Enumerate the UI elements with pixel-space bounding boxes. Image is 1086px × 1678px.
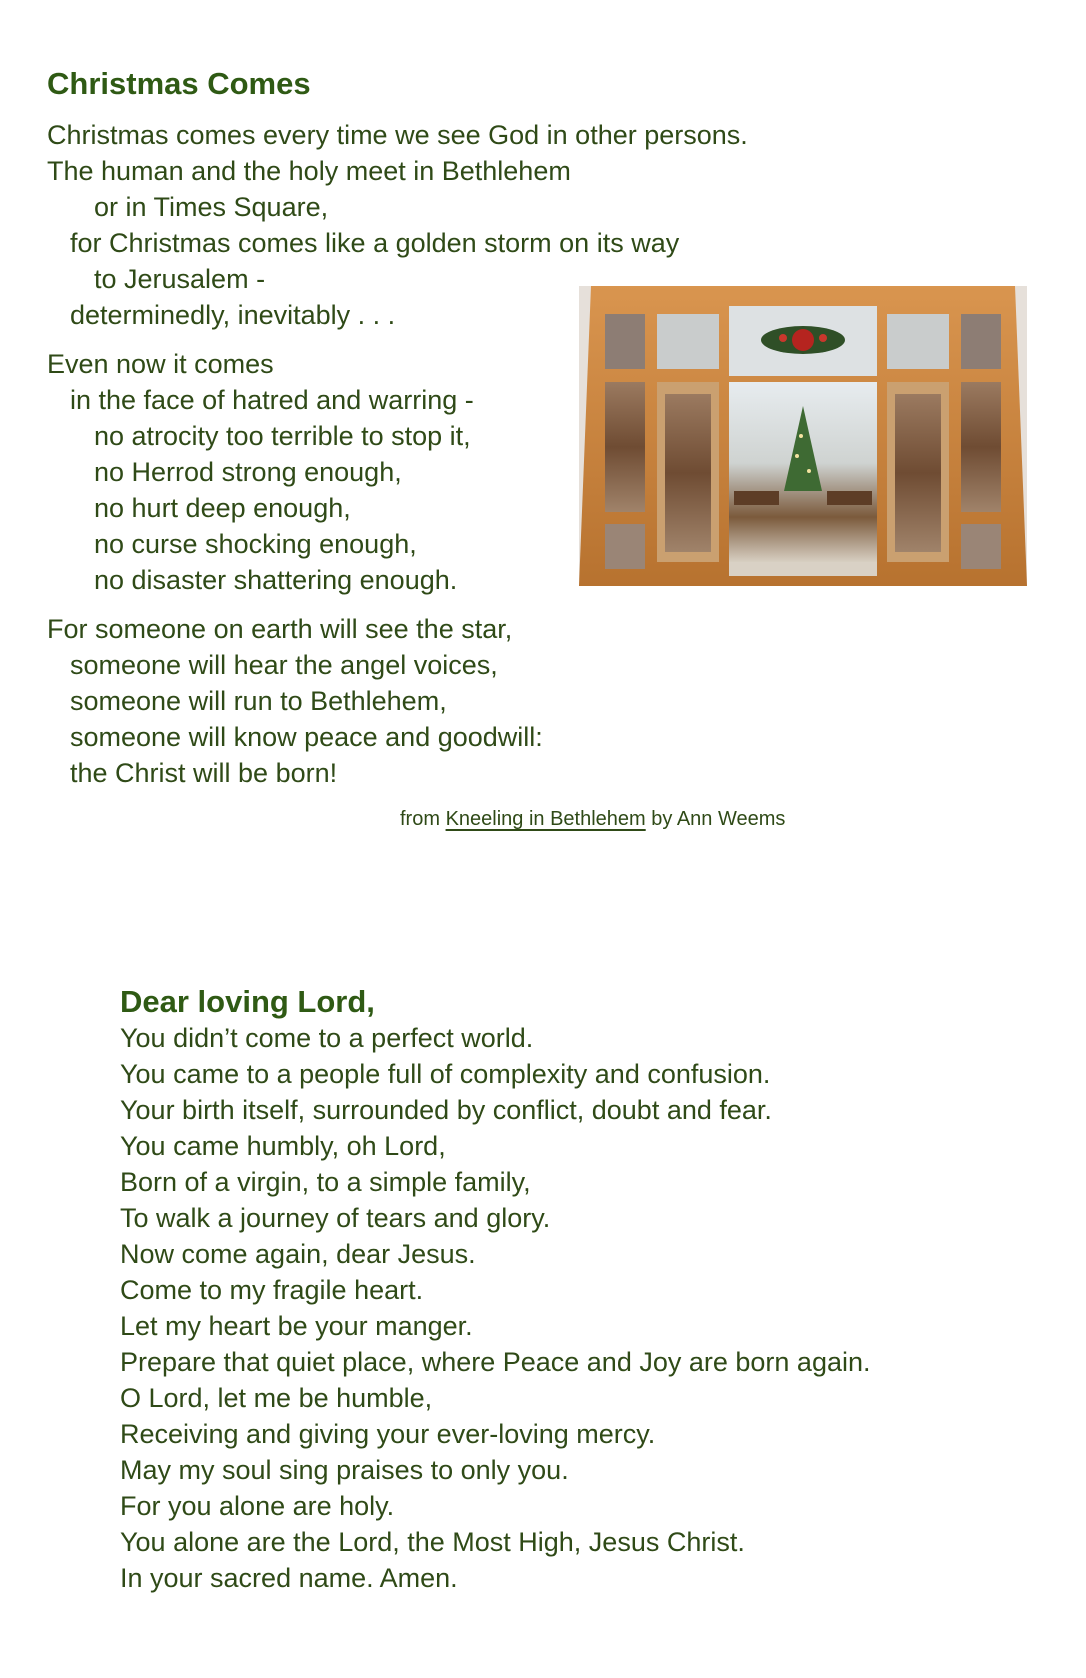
poem-line: no atrocity too terrible to stop it, <box>94 421 471 451</box>
prayer-line: Your birth itself, surrounded by conflict, doubt and fear. <box>120 1095 772 1125</box>
poem-line: Christmas comes every time we see God in other persons. <box>47 120 748 150</box>
prayer-line: Let my heart be your manger. <box>120 1311 473 1341</box>
poem-line: or in Times Square, <box>94 192 329 222</box>
prayer-line: Born of a virgin, to a simple family, <box>120 1167 531 1197</box>
prayer-line: O Lord, let me be humble, <box>120 1383 433 1413</box>
poem-line: Even now it comes <box>47 349 274 379</box>
poem-line: no curse shocking enough, <box>94 529 417 559</box>
church-doors-photo <box>579 286 1027 586</box>
poem-line: no Herrod strong enough, <box>94 457 402 487</box>
credit-prefix: from <box>400 808 440 830</box>
prayer-line: Receiving and giving your ever-loving mercy. <box>120 1419 656 1449</box>
poem-line: determinedly, inevitably . . . <box>70 300 396 330</box>
poem-line: For someone on earth will see the star, <box>47 614 513 644</box>
prayer-line: You didn’t come to a perfect world. <box>120 1023 534 1053</box>
poem-line: in the face of hatred and warring - <box>70 385 474 415</box>
poem-line: someone will hear the angel voices, <box>70 650 498 680</box>
prayer-line: For you alone are holy. <box>120 1491 395 1521</box>
prayer-line: In your sacred name. Amen. <box>120 1563 458 1593</box>
poem-line: to Jerusalem - <box>94 264 266 294</box>
prayer-line: Come to my fragile heart. <box>120 1275 424 1305</box>
poem-line: someone will know peace and goodwill: <box>70 722 543 752</box>
poem-line: no disaster shattering enough. <box>94 565 458 595</box>
credit-author: by Ann Weems <box>651 808 786 830</box>
credit-book-title: Kneeling in Bethlehem <box>445 808 646 830</box>
prayer-line: To walk a journey of tears and glory. <box>120 1203 551 1233</box>
poem-line: someone will run to Bethlehem, <box>70 686 447 716</box>
poem-line: The human and the holy meet in Bethlehem <box>47 156 571 186</box>
poem-title: Christmas Comes <box>47 66 311 101</box>
prayer-line: You alone are the Lord, the Most High, Jesus Christ. <box>120 1527 745 1557</box>
prayer-line: You came humbly, oh Lord, <box>120 1131 446 1161</box>
prayer-line: Now come again, dear Jesus. <box>120 1239 476 1269</box>
prayer-line: Prepare that quiet place, where Peace and Joy are born again. <box>120 1347 871 1377</box>
prayer-line: May my soul sing praises to only you. <box>120 1455 569 1485</box>
poem-line: the Christ will be born! <box>70 758 338 788</box>
poem-line: for Christmas comes like a golden storm on its way <box>70 228 680 258</box>
prayer-title: Dear loving Lord, <box>120 984 375 1019</box>
prayer-line: You came to a people full of complexity and confusion. <box>120 1059 771 1089</box>
poem-line: no hurt deep enough, <box>94 493 351 523</box>
poem-credit <box>400 808 785 831</box>
